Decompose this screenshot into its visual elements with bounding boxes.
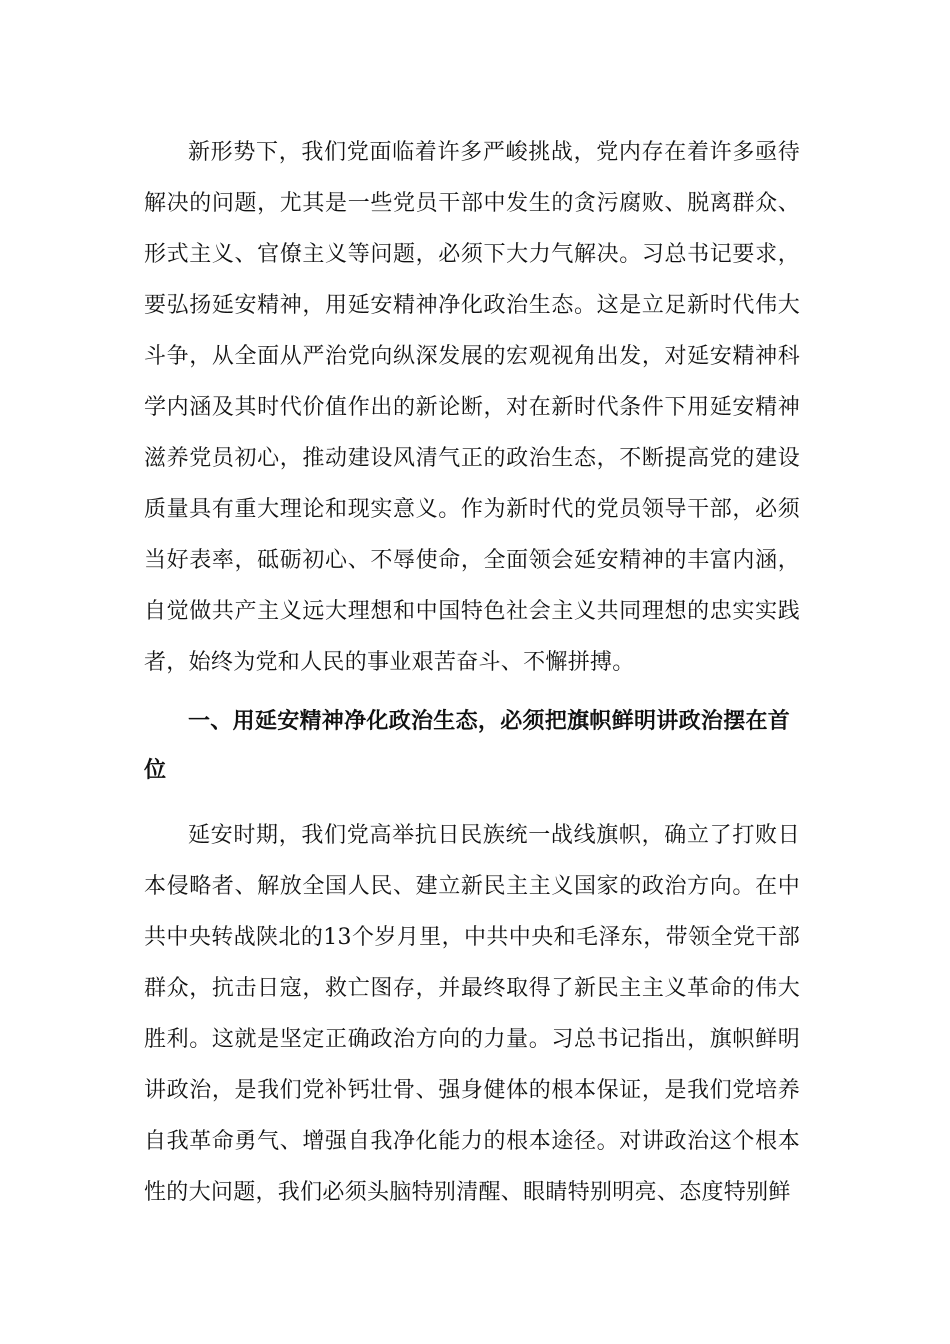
section-heading	[144, 697, 800, 795]
body-paragraph	[144, 810, 800, 1218]
paragraph-text: 延安时期，我们党高举抗日民族统一战线旗帜，确立了打败日本侵略者、解放全国人民、建立新民主主义国家的政治方向。在中共中央转战陕北的13个岁月里，中共中央和毛泽东，带领全党干部群众，抗击日寇，救亡图存，并最终取得了新民主主义革命的伟大胜利。这就是坚定正确政治方向的力量。习总书记指出，旗帜鲜明讲政治，是我们党补钙壮骨、强身健体的根本保证，是我们党培养自我革命勇气、增强自我净化能力的根本途径。对讲政治这个根本性的大问题，我们必须头脑特别清醒、眼睛特别明亮、态度特别鲜	[144, 823, 800, 1205]
paragraph-text: 新形势下，我们党面临着许多严峻挑战，党内存在着许多亟待解决的问题，尤其是一些党员干部中发生的贪污腐败、脱离群众、形式主义、官僚主义等问题，必须下大力气解决。习总书记要求，要弘扬延安精神，用延安精神净化政治生态。这是立足新时代伟大斗争，从全面从严治党向纵深发展的宏观视角出发，对延安精神科学内涵及其时代价值作出的新论断，对在新时代条件下用延安精神滋养党员初心，推动建设风清气正的政治生态，不断提高党的建设质量具有重大理论和现实意义。作为新时代的党员领导干部，必须当好表率，砥砺初心、不辱使命，全面领会延安精神的丰富内涵，自觉做共产主义远大理想和中国特色社会主义共同理想的忠实实践者，始终为党和人民的事业艰苦奋斗、不懈拼搏。	[144, 140, 800, 675]
heading-text: 一、用延安精神净化政治生态，必须把旗帜鲜明讲政治摆在首位	[144, 709, 791, 783]
body-paragraph	[144, 127, 800, 688]
